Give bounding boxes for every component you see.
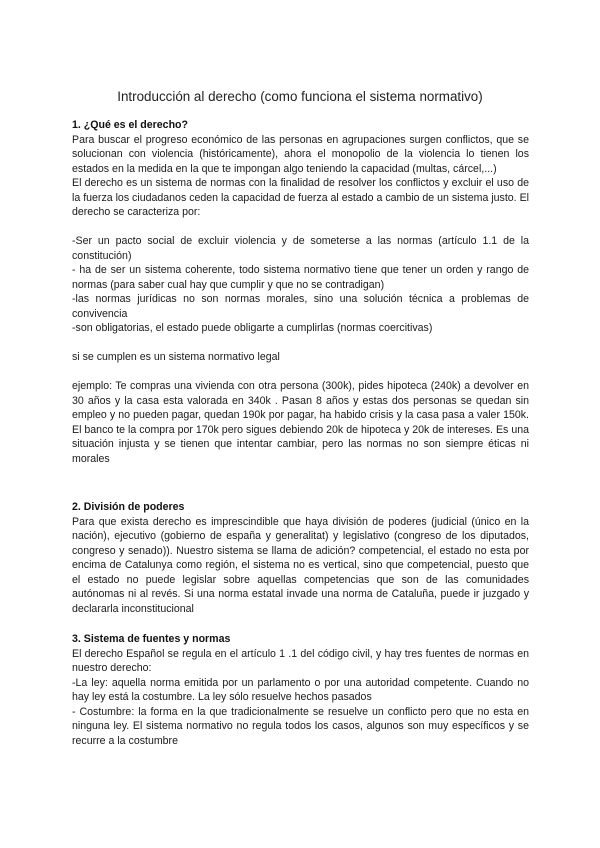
section-heading: 2. División de poderes <box>72 501 185 513</box>
paragraph: El derecho Español se regula en el artículo 1 .1 del código civil, y hay tres fuentes de normas en nuestro derecho: <box>72 647 529 674</box>
paragraph: - Costumbre: la forma en la que tradicionalmente se resuelve un conflicto pero que no esta en ninguna ley. El sistema normativo no regula todos los casos, algunos son muy específicos y se recurre a la costumbre <box>72 705 529 747</box>
section-heading: 3. Sistema de fuentes y normas <box>72 633 231 645</box>
paragraph: Para que exista derecho es imprescindible que haya división de poderes (judicial (único en la nación), ejecutivo (gobierno de españa y generalitat) y legislativo (congreso de los diputados, congreso y senado)). Nuestro sistema se llama de adición? competencial, el estado no esta por encima de Catalunya como región, el sistema no es vertical, sino que competencial, puesto que el estado no puede legislar sobre aquellas competencias que son de las comunidades autónomas ni al revés. Si una norma estatal invade una norma de Cataluña, puede ir juzgado y declararla inconstitucional <box>72 515 529 615</box>
paragraph: si se cumplen es un sistema normativo legal <box>72 351 280 363</box>
section-what-is-law <box>72 118 529 466</box>
list-item: -Ser un pacto social de excluir violencia y de someterse a las normas (artículo 1.1 de la constitución) <box>72 235 529 262</box>
list-item: -son obligatorias, el estado puede obligarte a cumplirlas (normas coercitivas) <box>72 322 433 334</box>
section-heading: 1. ¿Qué es el derecho? <box>72 119 188 131</box>
document-title: Introducción al derecho (como funciona el sistema normativo) <box>117 89 483 104</box>
paragraph: El derecho es un sistema de normas con la finalidad de resolver los conflictos y excluir el uso de la fuerza los ciudadanos ceden la capacidad de fuerza al estado a cambio de un sistema justo. El derecho se caracteriza por: <box>72 177 529 218</box>
example-paragraph: ejemplo: Te compras una vivienda con otra persona (300k), pides hipoteca (240k) a devolver en 30 años y la casa esta valorada en 340k . Pasan 8 años y estas dos personas se quedan sin empleo y no pueden pagar, quedan 190k por pagar, ha habido crisis y la casa pasa a valer 150k. El banco te la compra por 170k pero sigues debiendo 20k de hipoteca y 20k de intereses. Es una situación injusta y se tienen que intentar cambiar, pero las normas no son siempre éticas ni morales <box>72 380 529 465</box>
list-item: -las normas jurídicas no son normas morales, sino una solución técnica a problemas de convivencia <box>72 293 529 320</box>
section-sources-and-norms <box>72 632 529 748</box>
paragraph: Para buscar el progreso económico de las personas en agrupaciones surgen conflictos, que se solucionan con violencia (históricamente), ahora el monopolio de la violencia lo tienen los estados en la medida en la que te impongan algo teniendo la capacidad (multas, cárcel,...) <box>72 133 529 175</box>
section-division-of-powers <box>72 500 529 616</box>
list-item: - ha de ser un sistema coherente, todo sistema normativo tiene que tener un orden y rango de normas (para saber cual hay que cumplir y que no se contradigan) <box>72 264 529 291</box>
paragraph: -La ley: aquella norma emitida por un parlamento o por una autoridad competente. Cuando no hay ley está la costumbre. La ley sólo resuelve hechos pasados <box>72 676 529 703</box>
